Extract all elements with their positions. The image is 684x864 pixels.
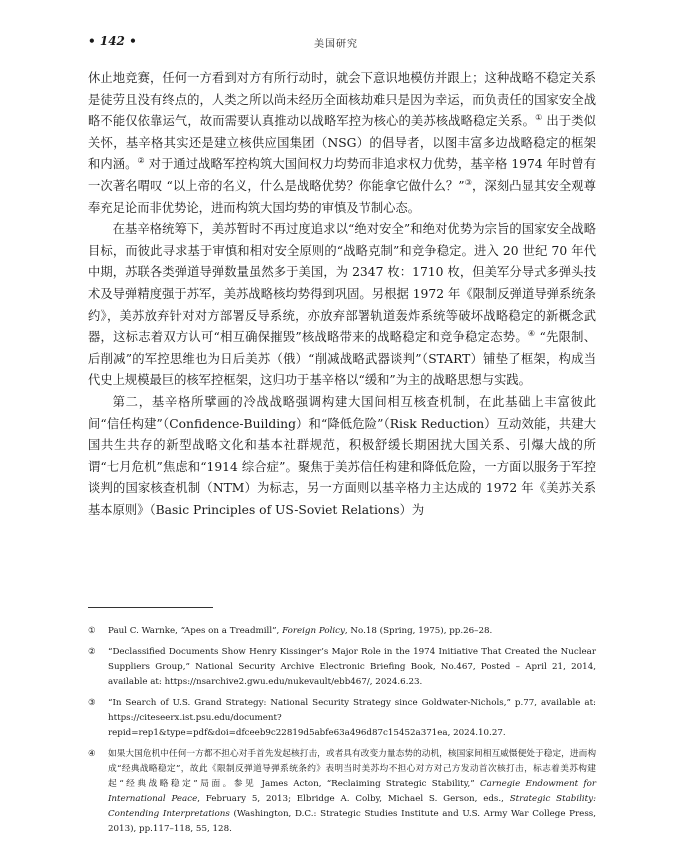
footnote-text: “In Search of U.S. Grand Strategy: National Security Strategy since Goldwater-Nichols,” p.77, available at: https://citeseerx.ist.psu.edu/document?repid=rep1&type=pdf&doi=dfceeb9c22819d5abfe63a496d87c15452a371ea, 2024.10.27.: [108, 698, 596, 738]
footnotes: [88, 624, 596, 843]
footnote-mark: ③: [88, 698, 96, 708]
footnote-3: [88, 696, 596, 741]
body-text: [88, 68, 596, 521]
running-header: [88, 34, 584, 52]
footnote-2: [88, 645, 596, 690]
footnote-1: ① Paul C. Warnke, “Apes on a Treadmill”, Foreign Policy, No.18 (Spring, 1975), pp.26–28.: [88, 624, 596, 639]
footnote-divider: [88, 607, 213, 608]
paragraph-3: 第二，基辛格所擘画的冷战战略强调构建大国间相互核查机制，在此基础上丰富彼此间“信任构建”（Confidence-Building）和“降低危险”（Risk Reduction）互动效能，共建大国共生共存的新型战略文化和基本社群规范，积极舒缓长期困扰大国关系、引爆大战的所谓“七月危机”焦虑和“1914 综合症”。聚焦于美苏信任构建和降低危险，一方面以服务于军控谈判的国家核查机制（NTM）为标志，另一方面则以基辛格力主达成的 1972 年《美苏关系基本原则》（Basic Principles of US-Soviet Relations）为: [88, 394, 596, 517]
footnote-ref-2[interactable]: ②: [137, 156, 145, 166]
footnote-ref-3[interactable]: ③: [464, 177, 473, 187]
footnote-text: “Declassified Documents Show Henry Kissinger’s Major Role in the 1974 Initiative That Created the Nuclear Suppliers Group,” National Security Archive Electronic Briefing Book, No.467, Posted – April 21, 2014, available at: https://nsarchive2.gwu.edu/nukevault/ebb467/, 2024.6.23.: [108, 647, 596, 687]
footnote-mark: ①: [88, 626, 96, 636]
paragraph-1: 休止地竞赛，任何一方看到对方有所行动时，就会下意识地模仿并跟上；这种战略不稳定关系是徒劳且没有终点的，人类之所以尚未经历全面核劫难只是因为幸运，而负责任的国家安全战略不能仅依靠运气，故而需要认真推动以战略军控为核心的美苏核战略稳定关系。① 出于类似关怀，基辛格其实还是建立核供应国集团（NSG）的倡导者，以图丰富多边战略稳定的框架和内涵。② 对于通过战略军控构筑大国间权力均势而非追求权力优势，基辛格 1974 年时曾有一次著名喟叹 “以上帝的名义，什么是战略优势？你能拿它做什么？”③，深刻凸显其安全观尊奉充足论而非优势论，进而构筑大国均势的审慎及节制心态。: [88, 71, 597, 215]
footnote-mark: ④: [88, 749, 96, 759]
footnote-ref-1[interactable]: ①: [535, 113, 543, 123]
footnote-mark: ②: [88, 647, 96, 657]
page-number: • 142 •: [88, 34, 137, 48]
footnote-ref-4[interactable]: ④: [527, 329, 536, 339]
paragraph-2: 在基辛格统筹下，美苏暂时不再过度追求以“绝对安全”和绝对优势为宗旨的国家安全战略目标，而彼此寻求基于审慎和相对安全原则的“战略克制”和竞争稳定。进入 20 世纪 70 年代中期，苏联各类弹道导弹数量虽然多于美国，为 2347 枚：1710 枚，但美军分导式多弹头技术及导弹精度强于苏军，美苏战略核均势得到巩固。另根据 1972 年《限制反弹道导弹系统条约》，美苏放弃针对对方部署反导系统，亦放弃部署轨道轰炸系统等破坏战略稳定的新概念武器，这标志着双方认可“相互确保摧毁”核战略带来的战略稳定和竞争稳定态势。④ “先限制、后削减”的军控思维也为日后美苏（俄）“削减战略武器谈判”（START）铺垫了框架，构成当代史上规模最巨的核军控框架，这归功于基辛格以“缓和”为主的战略思想与实践。: [88, 222, 597, 388]
journal-title: 美国研究: [314, 39, 358, 50]
footnote-4: ④ 如果大国危机中任何一方都不担心对手首先发起核打击，或者具有改变力量态势的动机，核国家间相互威慑便处于稳定，进而构成“经典战略稳定”，故此《限制反弹道导弹系统条约》表明当时美苏均不担心对方对己方发动首次核打击，标志着美苏构建起“经典战略稳定”局面。参见 James Acton, “Reclaiming Strategic Stability,” Carnegie Endowment for International Peace, February 5, 2013; Elbridge A. Colby, Michael S. Gerson, eds., Strategic Stability: Contending Interpretations (Washington, D.C.: Strategic Studies Institute and U.S. Army War College Press, 2013), pp.117–118, 55, 128.: [88, 749, 597, 834]
